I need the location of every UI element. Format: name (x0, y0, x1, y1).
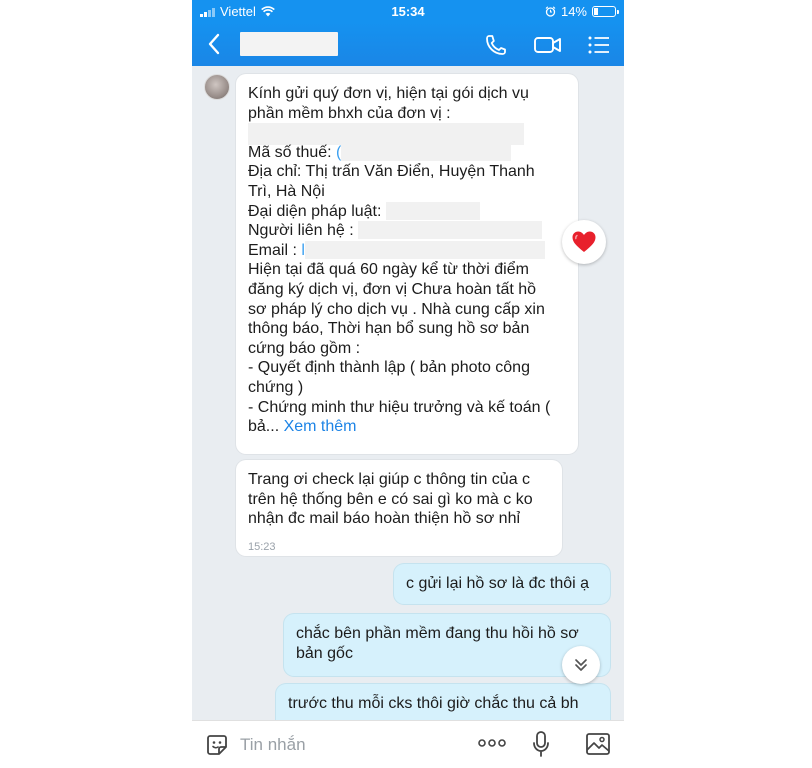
message-line: cứng báo gồm : (248, 339, 361, 357)
heart-reaction-button[interactable] (562, 220, 606, 264)
message-line: thông báo, Thời hạn bổ sung hồ sơ bản (248, 320, 530, 338)
message-list[interactable] (192, 66, 624, 720)
phone-icon[interactable] (482, 32, 510, 58)
contact-name-redacted[interactable] (240, 32, 338, 56)
message-line: trước thu mỗi cks thôi giờ chắc thu cả bh (288, 695, 579, 712)
message-line: Đại diện pháp luật: (248, 202, 566, 222)
more-icon[interactable] (478, 738, 506, 748)
message-line: Trang ơi check lại giúp c thông tin của c (248, 471, 531, 488)
double-chevron-down-icon (572, 656, 590, 674)
message-bubble-incoming[interactable] (236, 460, 562, 556)
status-time: 15:34 (391, 4, 425, 19)
input-bar (192, 720, 624, 768)
message-line: Địa chỉ: Thị trấn Văn Điển, Huyện Thanh (248, 163, 535, 181)
message-input[interactable] (240, 733, 460, 757)
chat-header (192, 22, 624, 66)
message-line: đăng ký dịch vị, đơn vị Chưa hoàn tất hồ (248, 280, 537, 298)
message-line: chắc bên phần mềm đang thu hồi hồ sơ (296, 625, 579, 642)
scroll-to-bottom-button[interactable] (562, 646, 600, 684)
heart-icon (571, 230, 597, 254)
alarm-icon (545, 6, 556, 17)
redacted-fragment: ( (336, 143, 342, 161)
message-line: Email : l (248, 241, 566, 261)
menu-list-icon[interactable] (586, 32, 612, 58)
message-line: chứng ) (248, 378, 304, 396)
see-more-link[interactable]: Xem thêm (283, 418, 357, 436)
message-line: Kính gửi quý đơn vị, hiện tại gói dịch vụ (248, 85, 529, 102)
avatar[interactable] (204, 74, 230, 100)
redacted-block (305, 241, 545, 259)
message-line: - Chứng minh thư hiệu trưởng và kế toán ( (248, 398, 551, 416)
back-icon[interactable] (204, 32, 226, 56)
battery-percent: 14% (560, 4, 587, 19)
redacted-block (341, 143, 511, 161)
sticker-icon[interactable] (204, 732, 230, 758)
redacted-block (358, 221, 542, 239)
battery-icon (592, 6, 616, 17)
message-line: Người liên hệ : (248, 221, 566, 241)
message-line (248, 123, 566, 143)
message-line: c gửi lại hồ sơ là đc thôi ạ (406, 575, 590, 592)
carrier-name: Viettel (220, 4, 256, 19)
message-line: Trì, Hà Nội (248, 182, 325, 200)
message-line: bản gốc (296, 644, 353, 662)
message-line: - Quyết định thành lập ( bản photo công (248, 359, 530, 377)
image-icon[interactable] (584, 731, 612, 757)
message-line: trên hệ thống bên e có sai gì ko mà c ko (248, 490, 533, 508)
redacted-fragment: l (301, 241, 305, 259)
status-bar (192, 0, 624, 22)
message-bubble-incoming[interactable] (236, 74, 578, 454)
message-timestamp: 15:23 (248, 540, 276, 553)
status-right (545, 4, 616, 19)
chat-screen (192, 0, 624, 768)
message-line: bả... Xem thêm (248, 418, 357, 436)
message-line: nhận đc mail báo hoàn thiện hồ sơ nhỉ (248, 510, 521, 528)
message-line: Mã số thuế: ( (248, 143, 566, 163)
message-line: phần mềm bhxh của đơn vị : (248, 104, 451, 122)
message-line: sơ pháp lý cho dịch vụ . Nhà cung cấp xin (248, 300, 545, 318)
message-line: Hiện tại đã quá 60 ngày kể từ thời điểm (248, 261, 529, 279)
redacted-block (386, 202, 480, 220)
video-call-icon[interactable] (532, 32, 564, 58)
microphone-icon[interactable] (532, 730, 550, 758)
message-bubble-outgoing[interactable] (394, 564, 610, 604)
